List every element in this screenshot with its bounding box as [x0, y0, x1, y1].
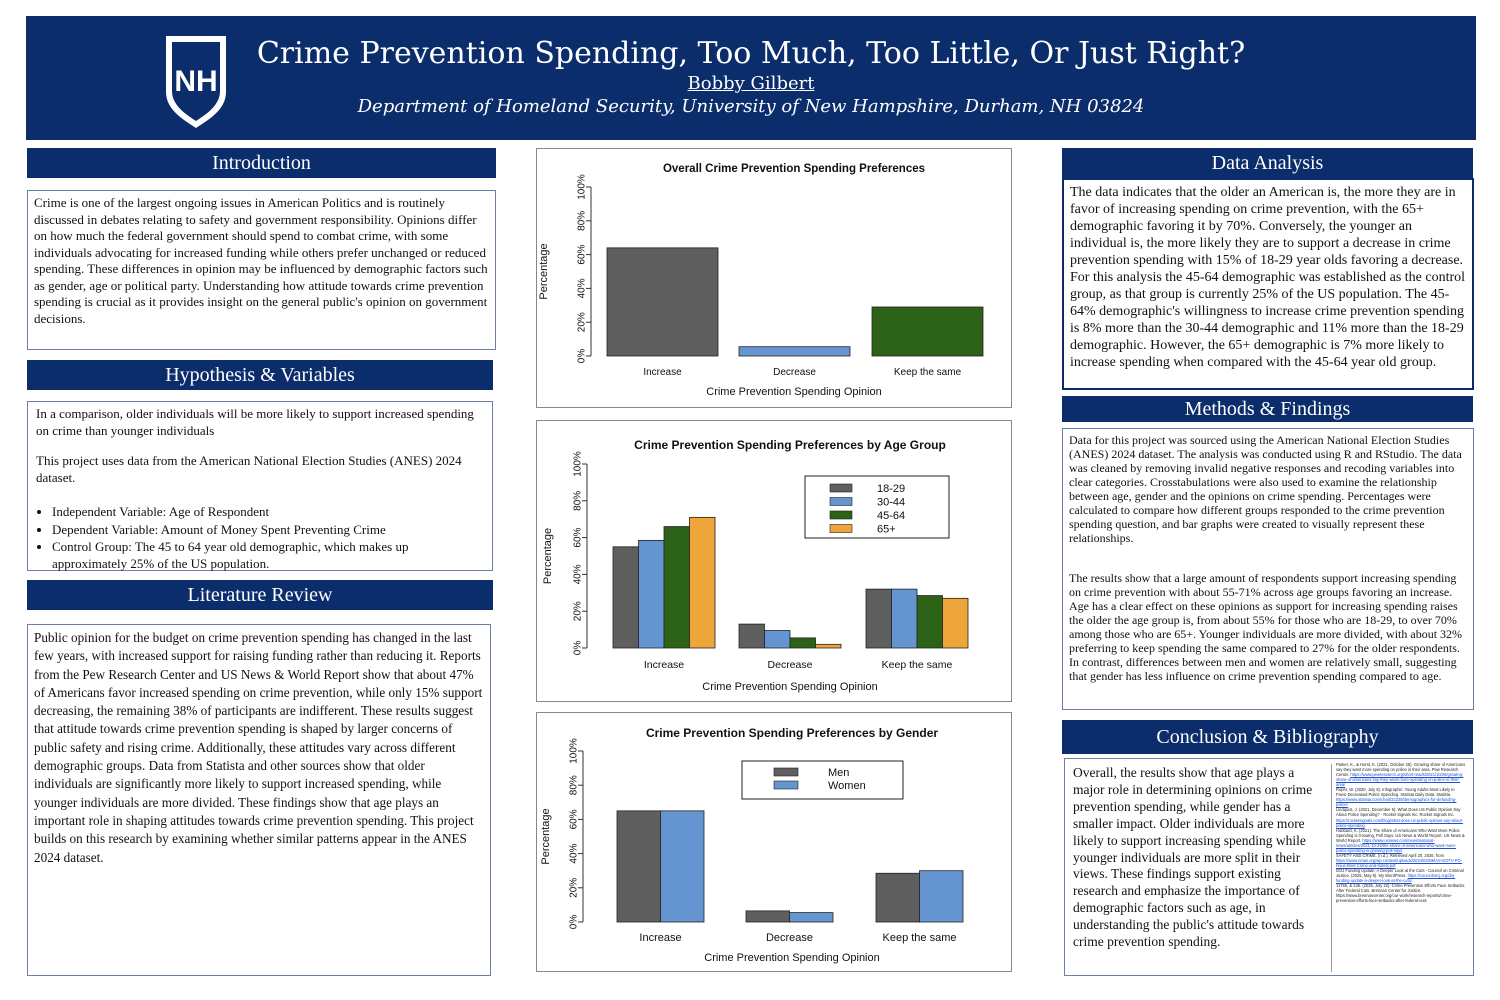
y-tick-label: 60% [576, 244, 588, 265]
x-tick-label: Keep the same [882, 932, 957, 944]
chart-age-frame [536, 420, 1012, 702]
legend-label: 45-64 [877, 510, 906, 522]
y-tick-label: 80% [576, 210, 588, 231]
bibliography-entry [1336, 853, 1466, 868]
bibliography-entry [1336, 807, 1466, 827]
variable-item: • Control Group: The 45 to 64 year old demographic, which makes up approximately 25% of the US population. [52, 539, 486, 572]
literature-box [27, 624, 491, 976]
bibliography-entry-text: Parker, K., & Hurst, K. (2021, October 26). Growing share of Americans say they want more spending on police in their area. Pew Research Center. [1336, 762, 1466, 778]
bibliography-link[interactable]: https://counciloncj.org/doj-funding-update-a-deeper-look-at-the-cuts/ [1336, 873, 1456, 884]
x-tick-label: Increase [639, 932, 682, 944]
chart-bar [790, 638, 816, 648]
bibliography-entry-text: DOJ Funding Update: A Deeper Look at the Cuts - Council on Criminal Justice. (2025, May 8). My WordPress. [1336, 867, 1464, 879]
chart-title: Crime Prevention Spending Preferences by Gender [645, 726, 939, 740]
bibliography-entry [1336, 883, 1466, 903]
y-tick-label: 80% [568, 775, 580, 796]
legend-label: Women [828, 780, 866, 792]
x-tick-label: Decrease [773, 367, 816, 378]
chart-bar [866, 589, 892, 648]
bibliography-link[interactable]: https://www.nmas.org/wp-content/uploads/2024/03/NMAS-GOTV-PO-Issue-Brief-Crime-and-Safety.pdf [1336, 857, 1463, 868]
x-tick-label: Decrease [765, 932, 814, 944]
y-tick-label: 60% [568, 809, 580, 830]
bibliography-divider [1331, 764, 1332, 972]
chart-bar [917, 596, 943, 648]
methods-text-1: Data for this project was sourced using the American National Election Studies (ANES) 2024 dataset. The analysis was conducted using R and RStudio. The data was cleaned by removing invalid negative responses and recoding variables into clear categories. Crosstabulations were also used to examine the relationship between age, gender and the opinions on crime spending. Percentages were calculated to compare how different groups responded to the crime prevention spending question, and bar graphs were created to visually represent these relationships. [1069, 433, 1462, 545]
legend-swatch [830, 511, 852, 519]
chart-age [537, 421, 1011, 701]
author-name[interactable]: Bobby Gilbert [687, 73, 815, 94]
chart-bar [739, 347, 850, 356]
chart-bar [943, 598, 969, 648]
chart-bar [872, 307, 983, 356]
bibliography-link[interactable]: https://rocketsignals.com/blog/what-does-us-public-opinion-say-about-police-spending [1336, 817, 1463, 828]
legend-swatch [830, 484, 852, 492]
affiliation: Department of Homeland Security, University of New Hampshire, Durham, NH 03824 [357, 96, 1145, 117]
x-tick-label: Increase [643, 367, 682, 378]
y-tick-label: 100% [572, 451, 584, 477]
chart-bar [617, 811, 661, 922]
y-tick-label: 100% [576, 174, 588, 200]
chart-bar [765, 631, 791, 648]
legend-swatch [830, 498, 852, 506]
hypothesis-data-note: This project uses data from the American National Election Studies (ANES) 2024 dataset. [36, 453, 462, 485]
chart-bar [639, 540, 665, 648]
chart-bar [607, 248, 718, 356]
chart-gender [537, 713, 1011, 971]
legend-label: 18-29 [877, 483, 906, 495]
introduction-heading: Introduction [27, 148, 496, 178]
y-tick-label: 40% [572, 564, 584, 585]
conclusion-text: Overall, the results show that age plays a major role in determining opinions on crime prevention spending, while gender has a smaller impact. Older individuals are more likely to support increasing spending while younger individuals are more split in their views. These findings support existing research and emphasize the importance of demographic factors such as age, in understanding the public's attitude towards crime prevention spending. [1073, 765, 1313, 950]
bibliography-entry-text: 11766, & 136. (2025, July 22). Crime Prevention Efforts Face Setbacks After Federal Cuts. Brennan Center for Justice. https://www.brennancenter.org/our-work/research-reports/crime-prevention-efforts-face-setbacks-after-federal-cuts [1336, 883, 1465, 904]
bibliography-link[interactable]: https://www.usnews.com/news/national-news/articles/2021-10-26/the-share-of-americans-who-want-more-police-spending-is-growing-poll-says [1336, 837, 1457, 853]
poster-title: Crime Prevention Spending, Too Much, Too Little, Or Just Right? [256, 36, 1246, 71]
chart-bar [613, 547, 639, 648]
chart-bar [816, 644, 842, 648]
variables-list [52, 504, 486, 572]
y-tick-label: 0% [568, 914, 580, 930]
legend-swatch [830, 525, 852, 533]
hypothesis-heading: Hypothesis & Variables [27, 360, 493, 390]
hypothesis-box [27, 401, 493, 571]
legend-label: 30-44 [877, 496, 906, 509]
bibliography-link[interactable]: https://www.statista.com/chart/22238/demographics-for-defunding-police/ [1336, 797, 1457, 808]
chart-title: Crime Prevention Spending Preferences by Age Group [634, 438, 946, 452]
y-tick-label: 20% [576, 312, 588, 333]
literature-heading: Literature Review [27, 580, 493, 610]
chart-bar [661, 811, 705, 922]
y-axis-label: Percentage [538, 243, 550, 300]
bibliography-entry-text: SAFETY AND CRIME. (n.d.). Retrieved April 20, 2026, from [1336, 852, 1444, 858]
logo-lettering: NH [174, 65, 218, 98]
y-tick-label: 40% [576, 278, 588, 299]
x-tick-label: Increase [643, 659, 685, 671]
chart-bar [690, 517, 716, 648]
literature-text: Public opinion for the budget on crime prevention spending has changed in the last few years, with increased support for raising funding rather than reducing it. Reports from the Pew Research Center and US News & World Report show that about 47% of Americans favor increased spending on crime prevention, while only 15% support decreasing, the remaining 38% of participants are indifferent. These results suggest that attitude towards crime prevention spending is shaped by larger concerns of public safety and rising crime. Additionally, these attitudes vary across different demographic groups. Data from Statista and other sources show that older individuals are significantly more likely to support increased spending, while younger individuals are more divided. These findings show that age plays an important role in shaping attitudes towards crime prevention spending. This project builds on this research by examining whether similar patterns appear in the ANES 2024 dataset. [34, 630, 483, 865]
bibliography-entry [1336, 828, 1466, 853]
x-axis-label: Crime Prevention Spending Opinion [702, 681, 878, 693]
x-axis-label: Crime Prevention Spending Opinion [706, 386, 882, 398]
introduction-box [27, 190, 496, 350]
chart-bar [739, 624, 765, 648]
chart-legend [742, 761, 903, 799]
legend-swatch [774, 781, 798, 789]
legend-label: Men [828, 767, 850, 779]
data-analysis-box [1062, 178, 1474, 390]
bibliography-entry-text: Roper, W. (2020, July 9). Infographic: Young Adults Most Likely to Favor Decreased Police Spending. Statista Daily Data. Statista. [1336, 787, 1455, 798]
bibliography-entry-text: Hubbard, K. (2021). The Share of Americans Who Want More Police Spending is Growing, Poll Says. US News & World Report. US News & World Report. [1336, 827, 1465, 843]
variable-item: • Independent Variable: Age of Respondent [52, 504, 486, 521]
hypothesis-statement: In a comparison, older individuals will be more likely to support increased spending on crime than younger individuals [36, 406, 474, 438]
chart-bar [920, 871, 964, 922]
x-tick-label: Keep the same [881, 659, 953, 671]
bibliography-entry [1336, 787, 1466, 807]
y-tick-label: 20% [568, 877, 580, 898]
y-tick-label: 20% [572, 601, 584, 622]
y-tick-label: 0% [576, 348, 588, 364]
variable-item: • Dependent Variable: Amount of Money Spent Preventing Crime [52, 522, 486, 539]
bibliography-link[interactable]: https://www.pewresearch.org/short-reads/2021/10/26/growing-share-of-americans-say-they-want-more-spending-on-police-in-their-area/ [1336, 772, 1464, 788]
legend-label: 65+ [877, 523, 896, 536]
y-tick-label: 0% [572, 640, 584, 656]
y-axis-label: Percentage [542, 527, 554, 585]
chart-bar [876, 873, 920, 922]
introduction-text: Crime is one of the largest ongoing issues in American Politics and is routinely discussed in debates relating to safety and government responsibility. Opinions differ on how much the federal government should spend to combat crime, with some individuals advocating for increased funding while others prefer unchanged or reduced spending. These differences in opinion may be influenced by demographic factors such as gender, age or political party. Understanding how attitude towards crime prevention spending is crucial as it provides insight on the general public's opinion on government decisions. [34, 195, 488, 326]
chart-overall [537, 149, 1011, 407]
y-tick-label: 80% [572, 490, 584, 511]
bibliography-entry [1336, 762, 1466, 787]
chart-bar [664, 527, 690, 648]
y-tick-label: 100% [568, 738, 580, 764]
chart-title: Overall Crime Prevention Spending Preferences [662, 163, 926, 175]
x-axis-label: Crime Prevention Spending Opinion [704, 952, 880, 964]
data-analysis-heading: Data Analysis [1062, 148, 1473, 178]
y-tick-label: 60% [572, 527, 584, 548]
x-tick-label: Keep the same [893, 367, 962, 378]
bibliography-entry-text: Lindquist, J. (2021, December 6). What Does US Public Opinion Say About Police Spending? - Rocket Signals Inc. Rocket Signals Inc. [1336, 807, 1461, 818]
data-analysis-text: The data indicates that the older an American is, the more they are in favor of increasing spending on crime prevention, with the 65+ demographic favoring it by 70%. Conversely, the younger an individual is, the more likely they are to support a decrease in crime prevention spending with 15% of 18-29 year olds favoring a decrease. For this analysis the 45-64 demographic was established as the control group, as that group is currently 25% of the US population. The 45-64% demographic's willingness to increase crime prevention spending is 8% more than the 30-44 demographic and 11% more than the 18-29 demographic. However, the 65+ demographic is 7% more likely to increase spending when compared with the 45-64 year old group. [1070, 185, 1466, 370]
bibliography [1336, 762, 1466, 972]
y-axis-label: Percentage [540, 808, 552, 865]
y-tick-label: 40% [568, 843, 580, 864]
legend-swatch [774, 768, 798, 776]
methods-heading: Methods & Findings [1062, 396, 1473, 422]
conclusion-heading: Conclusion & Bibliography [1062, 720, 1473, 754]
bibliography-entry [1336, 868, 1466, 883]
chart-bar [790, 913, 834, 922]
poster-header [26, 16, 1476, 140]
methods-text-2: The results show that a large amount of respondents support increasing spending on crime prevention with about 55-71% across age groups favoring an increase. Age has a clear effect on these opinions as support for increasing spending raises the older the age group is, from about 55% for those who are 18-29, to over 70% among those who are 65+. Younger individuals are more divided, with about 32% preferring to keep spending the same compared to 27% for the older respondents. In contrast, differences between men and women are relatively small, suggesting that gender has less influence on crime prevention spending compared to age. [1069, 571, 1463, 683]
x-tick-label: Decrease [767, 659, 813, 671]
methods-box [1062, 428, 1474, 710]
chart-bar [892, 589, 918, 648]
chart-gender-frame [536, 712, 1012, 972]
chart-bar [746, 911, 790, 922]
chart-overall-frame [536, 148, 1012, 408]
